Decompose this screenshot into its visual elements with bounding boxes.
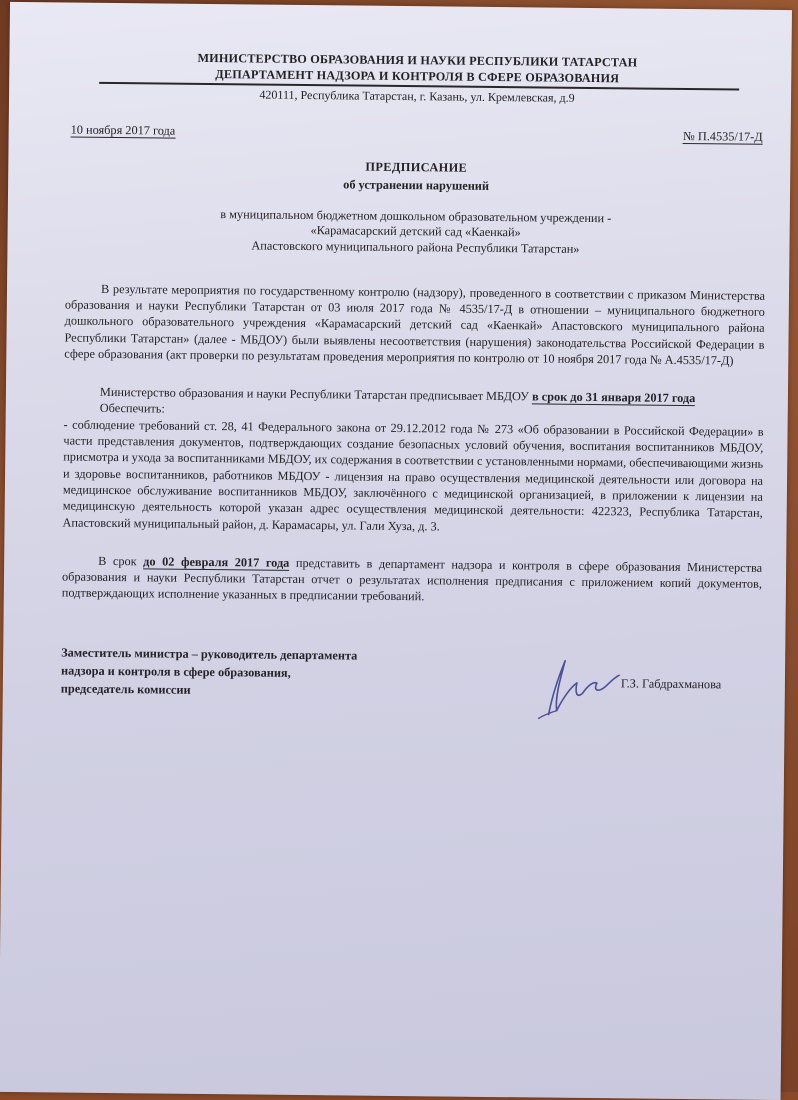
letterhead-address: 420111, Республика Татарстан, г. Казань, ул. Кремлевская, д.9 <box>259 87 575 105</box>
department-name: ДЕПАРТАМЕНТ НАДЗОРА И КОНТРОЛЯ В СФЕРЕ ОБРАЗОВАНИЯ <box>215 67 620 86</box>
ensure-label: Обеспечить: <box>99 401 165 417</box>
signatory-position <box>61 643 402 701</box>
ministry-name: МИНИСТЕРСТВО ОБРАЗОВАНИЯ И НАУКИ РЕСПУБЛИКИ ТАТАРСТАН <box>197 50 638 70</box>
report-paragraph <box>62 552 762 608</box>
signatory-name: Г.З. Габдрахманова <box>620 676 722 692</box>
report-deadline: до 02 февраля 2017 года <box>143 554 290 570</box>
document-sheet <box>0 2 792 1100</box>
document-number: № П.4535/17-Д <box>683 129 763 145</box>
signatory-position-line-2: надзора и контроля в сфере образования, <box>60 663 291 680</box>
handwritten-signature <box>531 652 622 723</box>
document-body <box>60 49 767 731</box>
requirements-paragraph: - соблюдение требований ст. 28, 41 Федерального закона от 29.12.2012 года № 273 «Об образовании в Российской Федерации» в части представления документов, подтверждающих создание безопасных условий обучения, воспитания воспитанников МБДОУ, присмотра и ухода за воспитанниками МБДОУ, их содержания в соответствии с установленными нормами, обеспечивающими жизнь и здоровье воспитанников, работников МБДОУ - лицензия на право осуществления медицинской деятельности или договора на медицинское обслуживание воспитанников МБДОУ, заключённого с медицинской организацией, в приложении к лицензии на медицинскую деятельность которой указан адрес осуществления медицинской деятельности: 422323, Республика Татарстан, Апастовский муниципальный район, д. Карамасары, ул. Гали Хуза, д. 3. <box>62 417 764 533</box>
document-subtitle: об устранении нарушений <box>343 176 490 193</box>
report-text: представить в департамент надзора и контроля в сфере образования Министерства образования и науки Республики Татарстан отчет о результатах исполнения предписания с приложением копий документов, подтверждающих исполнение указанных в предписании требований. <box>61 555 763 604</box>
signatory-position-line-1: Заместитель министра – руководитель департамента <box>61 645 358 663</box>
document-date: 10 ноября 2017 года <box>70 122 176 138</box>
order-text: Министерство образования и науки Республики Татарстан предписывает МБДОУ <box>99 385 533 404</box>
report-prefix: В срок <box>98 553 144 569</box>
order-deadline: в срок до 31 января 2017 года <box>531 389 696 406</box>
institution-block <box>65 205 765 259</box>
institution-line-2: «Карамасарский детский сад «Каенкай» <box>310 223 521 240</box>
signatory-position-line-3: председатель комиссии <box>60 681 191 697</box>
institution-line-1: в муниципальном бюджетном дошкольном образовательном учреждении - <box>220 207 612 226</box>
institution-line-3: Апастовского муниципального района Республики Татарстан» <box>251 238 580 256</box>
date-number-row <box>67 123 767 145</box>
signature-block <box>60 643 761 730</box>
document-title: ПРЕДПИСАНИЕ <box>365 159 468 175</box>
findings-paragraph: В результате мероприятия по государственному контролю (надзору), проведенного в соответствии с приказом Министерства образования и науки Республики Татарстан от 03 июля 2017 года № 4535/17-Д в отношении – муниципального бюджетного дошкольного образовательного учреждения «Карамасарский детский сад «Каенкай» Апастовского муниципального района Республики Татарстан» (далее - МБДОУ) были выявлены несоответствия (нарушения) законодательства Российской Федерации в сфере образования (акт проверки по результатам проведения мероприятия по контролю от 10 ноября 2017 года № А.4535/17-Д) <box>64 281 766 368</box>
